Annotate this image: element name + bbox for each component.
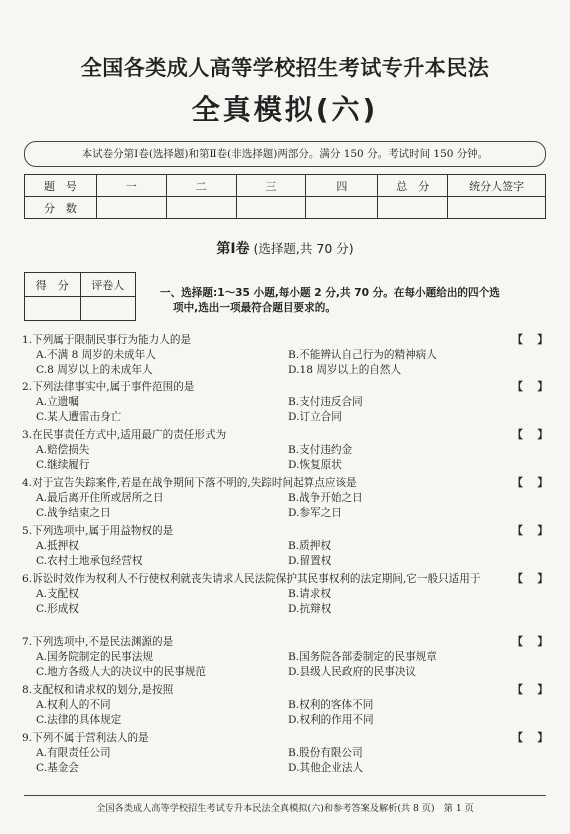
grader-reviewer-label: 评卷人 [80,273,136,297]
score-cell[interactable] [96,197,166,219]
option-a[interactable]: A.权利人的不同 [36,699,111,711]
score-header-cell: 三 [236,175,306,197]
question-stem: 7.下列选项中,不是民法渊源的是 [22,636,174,648]
question-7 [22,635,550,680]
score-table-header-row [25,175,546,197]
option-b[interactable]: B.不能辨认自己行为的精神病人 [288,349,437,361]
grader-score-cell[interactable] [25,297,81,321]
question-5 [22,524,550,569]
option-d[interactable]: D.留置权 [288,555,332,567]
option-a[interactable]: A.支配权 [36,588,79,600]
grader-score-label: 得 分 [25,273,81,297]
part-desc: (选择题,共 70 分) [253,241,354,256]
question-stem: 3.在民事责任方式中,适用最广的责任形式为 [22,429,227,441]
score-header-cell: 一 [96,175,166,197]
answer-bracket[interactable]: 【 】 [512,334,550,346]
question-stem: 6.诉讼时效作为权利人不行使权利就丧失请求人民法院保护其民事权利的法定期间,它一般只适用于 [22,573,481,585]
exam-subtitle: 全真模拟(六) [191,93,379,126]
answer-bracket[interactable]: 【 】 [512,636,550,648]
score-cell[interactable] [236,197,306,219]
option-c[interactable]: C.农村土地承包经营权 [36,555,143,567]
exam-title: 全国各类成人高等学校招生考试专升本民法 [80,56,490,80]
option-c[interactable]: C.8 周岁以上的未成年人 [36,364,153,376]
option-b[interactable]: B.请求权 [288,588,331,600]
option-c[interactable]: C.某人遭雷击身亡 [36,411,122,423]
part-name: 第Ⅰ卷 [216,241,250,257]
part-heading [0,238,570,258]
question-4 [22,476,550,521]
option-d[interactable]: D.订立合同 [288,411,342,423]
answer-bracket[interactable]: 【 】 [512,684,550,696]
option-b[interactable]: B.权利的客体不同 [288,699,374,711]
option-d[interactable]: D.参军之日 [288,507,342,519]
score-header-cell: 题 号 [25,175,97,197]
question-stem: 5.下列选项中,属于用益物权的是 [22,525,174,537]
question-8 [22,683,550,728]
option-c[interactable]: C.形成权 [36,603,79,615]
exam-notice: 本试卷分第Ⅰ卷(选择题)和第Ⅱ卷(非选择题)两部分。满分 150 分。考试时间 150 分钟。 [24,141,546,167]
answer-bracket[interactable]: 【 】 [512,732,550,744]
option-c[interactable]: C.法律的具体规定 [36,714,122,726]
question-stem: 4.对于宣告失踪案件,若是在战争期间下落不明的,失踪时间起算点应该是 [22,477,357,489]
question-stem: 1.下列属于限制民事行为能力人的是 [22,334,192,346]
question-1 [22,333,550,378]
question-stem: 8.支配权和请求权的划分,是按照 [22,684,174,696]
score-row-label: 分 数 [25,197,97,219]
option-c[interactable]: C.地方各级人大的决议中的民事规范 [36,666,207,678]
answer-bracket[interactable]: 【 】 [512,525,550,537]
score-header-cell: 统分人签字 [448,175,546,197]
answer-bracket[interactable]: 【 】 [512,573,550,585]
option-d[interactable]: D.其他企业法人 [288,762,364,774]
option-b[interactable]: B.质押权 [288,540,331,552]
section-instructions [160,286,546,316]
option-a[interactable]: A.国务院制定的民事法规 [36,651,153,663]
option-c[interactable]: C.战争结束之日 [36,507,111,519]
answer-bracket[interactable]: 【 】 [512,477,550,489]
option-a[interactable]: A.最后离开住所或居所之日 [36,492,164,504]
question-3 [22,428,550,473]
option-b[interactable]: B.支付违约金 [288,444,353,456]
score-header-cell: 二 [166,175,236,197]
option-c[interactable]: C.基金会 [36,762,79,774]
question-stem: 9.下列不属于营利法人的是 [22,732,149,744]
option-c[interactable]: C.继续履行 [36,459,90,471]
option-a[interactable]: A.抵押权 [36,540,79,552]
option-b[interactable]: B.股份有限公司 [288,747,363,759]
question-stem: 2.下列法律事实中,属于事件范围的是 [22,381,195,393]
answer-bracket[interactable]: 【 】 [512,381,550,393]
option-a[interactable]: A.立遗嘱 [36,396,79,408]
option-b[interactable]: B.战争开始之日 [288,492,363,504]
question-9 [22,731,550,776]
instructions-line: 一、选择题:1～35 小题,每小题 2 分,共 70 分。在每小题给出的四个选 [160,287,500,299]
grader-table [24,272,136,321]
option-d[interactable]: D.县级人民政府的民事决议 [288,666,417,678]
score-header-cell: 四 [306,175,378,197]
score-cell[interactable] [448,197,546,219]
option-a[interactable]: A.有限责任公司 [36,747,111,759]
score-table [24,174,546,219]
option-a[interactable]: A.不满 8 周岁的未成年人 [36,349,156,361]
option-d[interactable]: D.权利的作用不同 [288,714,374,726]
question-2 [22,380,550,425]
score-table-score-row [25,197,546,219]
option-b[interactable]: B.国务院各部委制定的民事规章 [288,651,437,663]
grader-reviewer-cell[interactable] [80,297,136,321]
question-6 [22,572,550,617]
page-footer: 全国各类成人高等学校招生考试专升本民法全真模拟(六)和参考答案及解析(共 8 页) 第 1 页 [24,795,546,814]
option-d[interactable]: D.恢复原状 [288,459,342,471]
score-header-cell: 总 分 [378,175,448,197]
option-d[interactable]: D.18 周岁以上的自然人 [288,364,402,376]
option-b[interactable]: B.支付违反合同 [288,396,363,408]
instructions-line: 项中,选出一项最符合题目要求的。 [173,302,336,314]
answer-bracket[interactable]: 【 】 [512,429,550,441]
score-cell[interactable] [378,197,448,219]
option-a[interactable]: A.赔偿损失 [36,444,90,456]
score-cell[interactable] [166,197,236,219]
option-d[interactable]: D.抗辩权 [288,603,332,615]
score-cell[interactable] [306,197,378,219]
